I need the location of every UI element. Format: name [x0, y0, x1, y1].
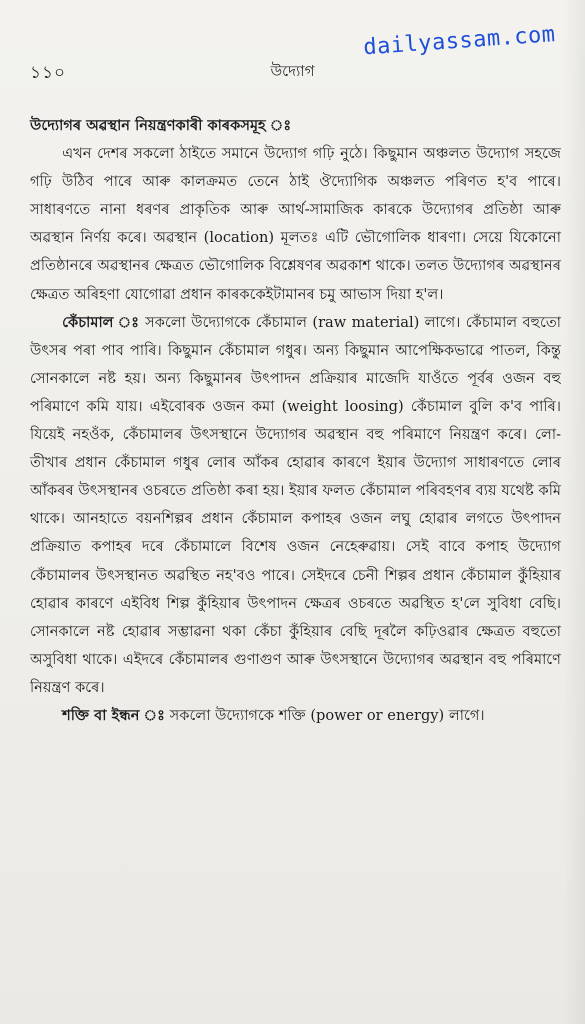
power-lead: শক্তি বা ইন্ধন ঃ [62, 706, 165, 724]
watermark: dailyassam.com [362, 22, 556, 61]
page-content [30, 112, 561, 730]
page-number: ১১০ [30, 63, 67, 83]
power-text: সকলো উদ্যোগকে শক্তি (power or energy) লাগে। [169, 706, 485, 724]
page-header [30, 58, 555, 84]
raw-material-paragraph [30, 309, 561, 702]
power-paragraph [30, 702, 561, 730]
running-head: উদ্যোগ [270, 62, 315, 80]
section-heading: উদ্যোগৰ অৱস্থান নিয়ন্ত্ৰণকাৰী কাৰকসমূহ ঃ [30, 117, 292, 134]
raw-material-text: সকলো উদ্যোগকে কেঁচামাল (raw material) লাগে। কেঁচামাল বহুতো উৎসৰ পৰা পাব পাৰি। কিছুমান কেঁচামাল গধুৰ। অন্য কিছুমান আপেক্ষিকভাৱে পাতল, কিন্তু সোনকালে নষ্ট হয়। অন্য কিছুমানৰ উৎপাদন প্ৰক্ৰিয়াৰ মাজেদি যাওঁতে পূৰ্বৰ ওজন বহু পৰিমাণে কমি যায়। এইবোৰক ওজন কমা (weight loosing) কেঁচামাল বুলি ক'ব পাৰি। যিয়েই নহওঁক, কেঁচামালৰ উৎসস্থানে উদ্যোগৰ অৱস্থান বহু পৰিমাণে নিয়ন্ত্ৰণ কৰে। লো-তীখাৰ প্ৰধান কেঁচামাল গধুৰ লোৰ আঁকৰ হোৱাৰ কাৰণে ইয়াৰ উদ্যোগ সাধাৰণতে লোৰ আঁকৰৰ উৎসস্থানৰ ওচৰতে প্ৰতিষ্ঠা কৰা হয়। ইয়াৰ ফলত কেঁচামাল পৰিবহণৰ ব্যয় যথেষ্ট কমি থাকে। আনহাতে বয়নশিল্পৰ প্ৰধান কেঁচামাল কপাহৰ ওজন লঘু হোৱাৰ লগতে উৎপাদন প্ৰক্ৰিয়াত কপাহৰ দৰে কেঁচামালে বিশেষ ওজন নেহেৰুৱায়। সেই বাবে কপাহ উদ্যোগ কেঁচামালৰ উৎসস্থানত অৱস্থিত নহ'বও পাৰে। সেইদৰে চেনী শিল্পৰ প্ৰধান কেঁচামাল কুঁহিয়াৰ হোৱাৰ কাৰণে এইবিধ শিল্প কুঁহিয়াৰ উৎপাদন ক্ষেত্ৰৰ ওচৰতে অৱস্থিত হ'লে সুবিধা বেছি। সোনকালে নষ্ট হোৱাৰ সম্ভাৱনা থকা কেঁচা কুঁহিয়াৰ বেছি দূৰলৈ কঢ়িওৱাৰ ক্ষেত্ৰত বহুতো অসুবিধা থাকে। এইদৰে কেঁচামালৰ গুণাগুণ আৰু উৎসস্থানে উদ্যোগৰ অৱস্থান বহু পৰিমাণে নিয়ন্ত্ৰণ কৰে। [30, 313, 562, 696]
intro-paragraph: এখন দেশৰ সকলো ঠাইতে সমানে উদ্যোগ গঢ়ি নুঠে। কিছুমান অঞ্চলত উদ্যোগ সহজে গঢ়ি উঠিব পাৰে আৰু কালক্ৰমত তেনে ঠাই ঔদ্যোগিক অঞ্চলত পৰিণত হ'ব পাৰে। সাধাৰণতে নানা ধৰণৰ প্ৰাকৃতিক আৰু আৰ্থ-সামাজিক কাৰকে উদ্যোগৰ প্ৰতিষ্ঠা আৰু অৱস্থান নিৰ্ণয় কৰে। অৱস্থান (location) মূলতঃ এটি ভৌগোলিক ধাৰণা। সেয়ে যিকোনো প্ৰতিষ্ঠানৰে অৱস্থানৰ ক্ষেত্ৰত ভৌগোলিক বিশ্লেষণৰ অৱকাশ থাকে। তলত উদ্যোগৰ অৱস্থানৰ ক্ষেত্ৰত অৰিহণা যোগোৱা প্ৰধান কাৰককেইটামানৰ চমু আভাস দিয়া হ'ল। [30, 145, 561, 303]
raw-material-lead: কেঁচামাল ঃ [62, 313, 140, 331]
